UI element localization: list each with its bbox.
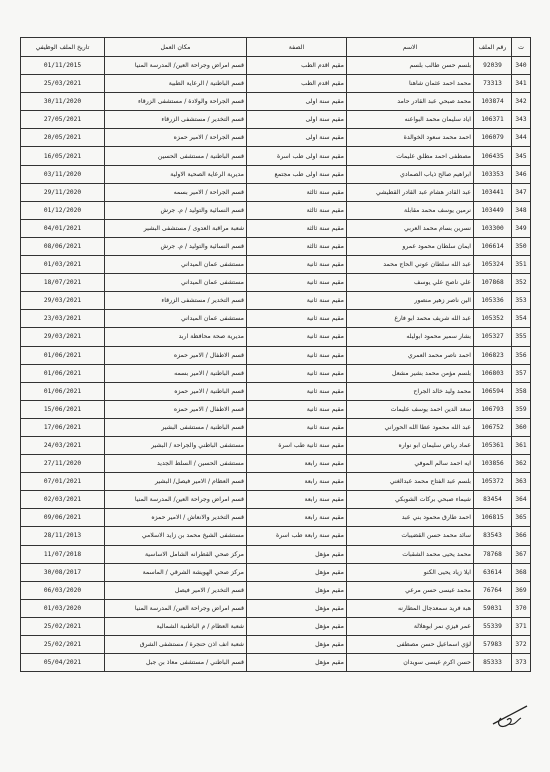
row-file-number: 63614	[474, 563, 512, 581]
table-row	[21, 364, 531, 382]
header-file-number: رقم الملف	[474, 38, 512, 57]
row-name: عبد الله شريف محمد ابو فارع	[347, 310, 474, 328]
row-name: بشار سمير محمود ابوليله	[347, 328, 474, 346]
row-name: احمد ناصر محمد العمري	[347, 346, 474, 364]
row-file-number: 55339	[474, 617, 512, 635]
table-row	[21, 418, 531, 436]
table-row	[21, 617, 531, 635]
row-job-title: مقيم سنة ثانية	[247, 292, 347, 310]
row-date: 17/06/2021	[21, 418, 105, 436]
row-workplace: قسم الباطنية / الرعاية الطبية	[105, 75, 247, 93]
row-seq: 355	[512, 328, 531, 346]
row-seq: 351	[512, 256, 531, 274]
row-file-number: 106614	[474, 237, 512, 255]
row-workplace: قسم التخدير / مستشفى الزرقاء	[105, 111, 247, 129]
row-name: بلسم مؤمن محمد بشير مشعل	[347, 364, 474, 382]
table-row	[21, 599, 531, 617]
row-job-title: مقيم سنة رابعة	[247, 455, 347, 473]
row-seq: 342	[512, 93, 531, 111]
row-workplace: قسم الجراحة / الامير حمزه	[105, 129, 247, 147]
row-workplace: مركز صحي الهويشة الشرقي / الماسمة	[105, 563, 247, 581]
row-file-number: 107868	[474, 274, 512, 292]
header-job-title: الصفة	[247, 38, 347, 57]
row-seq: 371	[512, 617, 531, 635]
table-row	[21, 491, 531, 509]
row-job-title: مقيم مؤهل	[247, 636, 347, 654]
row-job-title: مقيم سنة ثالثة	[247, 201, 347, 219]
row-date: 18/07/2021	[21, 274, 105, 292]
row-workplace: مديرية الرعاية الصحية الاولية	[105, 165, 247, 183]
row-file-number: 106793	[474, 400, 512, 418]
row-file-number: 73313	[474, 75, 512, 93]
row-seq: 362	[512, 455, 531, 473]
row-date: 04/01/2021	[21, 219, 105, 237]
table-row	[21, 563, 531, 581]
row-file-number: 57983	[474, 636, 512, 654]
row-file-number: 106371	[474, 111, 512, 129]
row-job-title: مقيم سنة ثانية	[247, 382, 347, 400]
row-seq: 350	[512, 237, 531, 255]
row-file-number: 103300	[474, 219, 512, 237]
row-file-number: 105361	[474, 436, 512, 454]
row-file-number: 105352	[474, 310, 512, 328]
table-row	[21, 436, 531, 454]
table-row	[21, 274, 531, 292]
row-seq: 360	[512, 418, 531, 436]
row-job-title: مقيم اقدم الطب	[247, 75, 347, 93]
row-job-title: مقيم سنة اولى	[247, 111, 347, 129]
table-row	[21, 256, 531, 274]
table-row	[21, 57, 531, 75]
row-job-title: مقيم مؤهل	[247, 654, 347, 672]
row-seq: 345	[512, 147, 531, 165]
row-file-number: 76764	[474, 581, 512, 599]
row-workplace: شعبة انف اذن حنجرة / مستشفى الشرق	[105, 636, 247, 654]
row-seq: 367	[512, 545, 531, 563]
row-date: 25/02/2021	[21, 636, 105, 654]
row-date: 27/05/2021	[21, 111, 105, 129]
row-name: عبد القادر هشام عبد القادر القطيشي	[347, 183, 474, 201]
table-row	[21, 545, 531, 563]
row-date: 01/11/2015	[21, 57, 105, 75]
row-workplace: قسم الجراحة والولادة / مستشفى الزرقاء	[105, 93, 247, 111]
row-name: سعد الدين احمد يوسف عليمات	[347, 400, 474, 418]
row-seq: 357	[512, 364, 531, 382]
row-job-title: مقيم سنة ثالثة	[247, 219, 347, 237]
row-date: 30/08/2017	[21, 563, 105, 581]
row-workplace: قسم النسائية والتوليد / م. جرش	[105, 237, 247, 255]
row-job-title: مقيم سنة اولى طب مجتمع	[247, 165, 347, 183]
row-file-number: 106079	[474, 129, 512, 147]
row-date: 11/07/2018	[21, 545, 105, 563]
row-name: ايمان سلطان محمود عمرو	[347, 237, 474, 255]
header-date: تاريخ الملف الوظيفي	[21, 38, 105, 57]
header-seq: ت	[512, 38, 531, 57]
table-row	[21, 473, 531, 491]
row-date: 29/03/2021	[21, 328, 105, 346]
row-date: 29/11/2020	[21, 183, 105, 201]
row-workplace: قسم التخدير والانعاش / الامير حمزه	[105, 509, 247, 527]
row-job-title: مقيم سنة ثانية	[247, 418, 347, 436]
row-file-number: 103856	[474, 455, 512, 473]
row-seq: 373	[512, 654, 531, 672]
row-name: نرمين يوسف محمد مقابلة	[347, 201, 474, 219]
row-job-title: مقيم اقدم الطب	[247, 57, 347, 75]
row-job-title: مقيم سنة اولى طب اسرة	[247, 147, 347, 165]
row-date: 06/03/2020	[21, 581, 105, 599]
row-job-title: مقيم مؤهل	[247, 599, 347, 617]
row-seq: 369	[512, 581, 531, 599]
row-date: 15/06/2021	[21, 400, 105, 418]
row-name: سائد محمد حسن القضيبات	[347, 527, 474, 545]
row-file-number: 59031	[474, 599, 512, 617]
table-body	[21, 57, 531, 672]
row-workplace: مستشفى الحسين / السلط الجديد	[105, 455, 247, 473]
row-seq: 365	[512, 509, 531, 527]
table-row	[21, 75, 531, 93]
row-job-title: مقيم سنة اولى	[247, 93, 347, 111]
row-seq: 349	[512, 219, 531, 237]
row-name: عماد رياض سليمان ابو نواره	[347, 436, 474, 454]
table-row	[21, 111, 531, 129]
row-seq: 348	[512, 201, 531, 219]
table-row	[21, 147, 531, 165]
row-file-number: 83454	[474, 491, 512, 509]
row-job-title: مقيم سنة رابعة	[247, 509, 347, 527]
table-row	[21, 527, 531, 545]
row-job-title: مقيم سنة ثانية	[247, 346, 347, 364]
row-seq: 354	[512, 310, 531, 328]
table-header-row	[21, 38, 531, 57]
row-seq: 347	[512, 183, 531, 201]
row-name: احمد محمد سعود الخوالدة	[347, 129, 474, 147]
row-seq: 352	[512, 274, 531, 292]
row-seq: 358	[512, 382, 531, 400]
row-file-number: 105372	[474, 473, 512, 491]
row-workplace: قسم الجراحة / الامير بسمه	[105, 183, 247, 201]
row-name: محمد عيسى حسن مرعي	[347, 581, 474, 599]
row-name: لؤي اسماعيل حسن مصطفى	[347, 636, 474, 654]
row-job-title: مقيم سنة ثانية	[247, 364, 347, 382]
row-seq: 356	[512, 346, 531, 364]
row-workplace: قسم الباطني / مستشفى معاذ بن جبل	[105, 654, 247, 672]
row-job-title: مقيم مؤهل	[247, 545, 347, 563]
row-date: 05/04/2021	[21, 654, 105, 672]
table-row	[21, 581, 531, 599]
row-file-number: 106594	[474, 382, 512, 400]
row-file-number: 106823	[474, 346, 512, 364]
row-seq: 343	[512, 111, 531, 129]
row-workplace: مستشفى الشيخ محمد بن زايد الاسلامي	[105, 527, 247, 545]
row-job-title: مقيم سنة ثانية	[247, 274, 347, 292]
handwritten-signature	[487, 694, 535, 734]
row-date: 01/06/2021	[21, 346, 105, 364]
row-workplace: شعبة مراقبة العدوى / مستشفى البشير	[105, 219, 247, 237]
header-workplace: مكان العمل	[105, 38, 247, 57]
table-row	[21, 455, 531, 473]
row-seq: 361	[512, 436, 531, 454]
row-workplace: مستشفى عمان الميداني	[105, 256, 247, 274]
row-name: بلسم حسن طالب بلسم	[347, 57, 474, 75]
row-date: 29/03/2021	[21, 292, 105, 310]
row-name: محمد صبحي عبد القادر حامد	[347, 93, 474, 111]
row-date: 09/06/2021	[21, 509, 105, 527]
table-row	[21, 183, 531, 201]
row-seq: 364	[512, 491, 531, 509]
row-date: 01/03/2020	[21, 599, 105, 617]
table-row	[21, 346, 531, 364]
row-job-title: مقيم سنة ثالثة	[247, 183, 347, 201]
row-date: 01/12/2020	[21, 201, 105, 219]
table-row	[21, 165, 531, 183]
row-workplace: شعبة العظام / م الباطنية الشمالية	[105, 617, 247, 635]
row-file-number: 103449	[474, 201, 512, 219]
row-workplace: قسم الباطنية / الامير حمزه	[105, 382, 247, 400]
row-date: 01/06/2021	[21, 382, 105, 400]
table-row	[21, 328, 531, 346]
row-name: بلسم عبد الفتاح محمد عبدالغني	[347, 473, 474, 491]
row-name: علي ناصح علي يوسف	[347, 274, 474, 292]
row-name: عمر فيزي نمر ابوهلالة	[347, 617, 474, 635]
row-job-title: مقيم سنة اولى	[247, 129, 347, 147]
row-file-number: 103441	[474, 183, 512, 201]
row-date: 27/11/2020	[21, 455, 105, 473]
row-seq: 346	[512, 165, 531, 183]
row-workplace: مركز صحي القطرانه الشامل الاساسية	[105, 545, 247, 563]
row-date: 03/11/2020	[21, 165, 105, 183]
row-file-number: 106803	[474, 364, 512, 382]
row-name: محمد احمد عثمان شاهنا	[347, 75, 474, 93]
row-workplace: قسم التخدير / مستشفى الزرقاء	[105, 292, 247, 310]
row-workplace: قسم النسائية والتوليد / م. جرش	[105, 201, 247, 219]
row-workplace: مستشفى عمان الميداني	[105, 310, 247, 328]
row-name: ابراهيم صالح ذياب الصمادي	[347, 165, 474, 183]
row-file-number: 92039	[474, 57, 512, 75]
table-row	[21, 400, 531, 418]
row-name: عبد الله سلطان عوني الحاج محمد	[347, 256, 474, 274]
row-seq: 366	[512, 527, 531, 545]
row-name: حسن اكرم عيسى سويدان	[347, 654, 474, 672]
row-file-number: 106752	[474, 418, 512, 436]
row-date: 20/05/2021	[21, 129, 105, 147]
row-job-title: مقيم مؤهل	[247, 617, 347, 635]
row-seq: 363	[512, 473, 531, 491]
table-row	[21, 93, 531, 111]
row-workplace: قسم الباطنية / الامير بسمه	[105, 364, 247, 382]
row-seq: 340	[512, 57, 531, 75]
table-row	[21, 219, 531, 237]
row-name: اياد سليمان محمد البواعنه	[347, 111, 474, 129]
row-file-number: 105324	[474, 256, 512, 274]
table-row	[21, 382, 531, 400]
row-date: 24/03/2021	[21, 436, 105, 454]
row-workplace: قسم الاطفال / الامير حمزه	[105, 400, 247, 418]
row-workplace: قسم الباطنية / مستشفى الحسين	[105, 147, 247, 165]
row-seq: 368	[512, 563, 531, 581]
row-name: شيماء صبحي بركات الشوبكي	[347, 491, 474, 509]
row-file-number: 106815	[474, 509, 512, 527]
row-date: 25/03/2021	[21, 75, 105, 93]
row-name: ايلا زياد يحيى الكنو	[347, 563, 474, 581]
row-date: 16/05/2021	[21, 147, 105, 165]
row-seq: 353	[512, 292, 531, 310]
table-row	[21, 636, 531, 654]
row-seq: 370	[512, 599, 531, 617]
row-seq: 372	[512, 636, 531, 654]
row-name: محمد وليد خالد الجراح	[347, 382, 474, 400]
row-name: ايه احمد سالم الموفي	[347, 455, 474, 473]
row-file-number: 85333	[474, 654, 512, 672]
table-row	[21, 509, 531, 527]
row-workplace: قسم الاطفال / الامير حمزه	[105, 346, 247, 364]
row-job-title: مقيم مؤهل	[247, 563, 347, 581]
table-row	[21, 237, 531, 255]
row-job-title: مقيم سنة ثانية	[247, 328, 347, 346]
row-job-title: مقيم مؤهل	[247, 581, 347, 599]
row-workplace: قسم امراض وجراحة العين/ المدرسة المنيا	[105, 491, 247, 509]
row-file-number: 105327	[474, 328, 512, 346]
row-file-number: 78768	[474, 545, 512, 563]
row-date: 07/01/2021	[21, 473, 105, 491]
staff-table	[20, 37, 531, 672]
row-workplace: قسم الباطنية / مستشفى البشير	[105, 418, 247, 436]
row-date: 23/03/2021	[21, 310, 105, 328]
row-job-title: مقيم سنة ثانية	[247, 400, 347, 418]
row-date: 30/11/2020	[21, 93, 105, 111]
row-name: الين ناصر زهير منصور	[347, 292, 474, 310]
row-date: 01/06/2021	[21, 364, 105, 382]
row-seq: 341	[512, 75, 531, 93]
row-file-number: 106435	[474, 147, 512, 165]
row-job-title: مقيم سنة رابعة طب اسرة	[247, 527, 347, 545]
row-file-number: 103874	[474, 93, 512, 111]
header-name: الاسم	[347, 38, 474, 57]
row-name: نسرين بسام محمد العربي	[347, 219, 474, 237]
row-job-title: مقيم سنة ثانية	[247, 256, 347, 274]
row-date: 28/11/2013	[21, 527, 105, 545]
row-workplace: مستشفى الباطني والجراحة / البشير	[105, 436, 247, 454]
row-job-title: مقيم سنة رابعة	[247, 491, 347, 509]
row-date: 01/03/2021	[21, 256, 105, 274]
table-row	[21, 654, 531, 672]
table-row	[21, 129, 531, 147]
row-name: احمد طارق محمود بني عبد	[347, 509, 474, 527]
row-seq: 359	[512, 400, 531, 418]
row-job-title: مقيم سنة ثانية	[247, 310, 347, 328]
row-seq: 344	[512, 129, 531, 147]
row-workplace: قسم التخدير / الامير فيصل	[105, 581, 247, 599]
row-date: 25/02/2021	[21, 617, 105, 635]
row-file-number: 103353	[474, 165, 512, 183]
row-date: 08/06/2021	[21, 237, 105, 255]
table-row	[21, 292, 531, 310]
row-workplace: قسم امراض وجراحة العين/ المدرسة المنيا	[105, 599, 247, 617]
row-job-title: مقيم سنة ثالثة	[247, 237, 347, 255]
row-workplace: قسم العظام / الامير فيصل/ البشير	[105, 473, 247, 491]
row-job-title: مقيم سنة رابعة	[247, 473, 347, 491]
table-row	[21, 310, 531, 328]
row-job-title: مقيم سنة ثانية طب اسرة	[247, 436, 347, 454]
row-name: محمد يحيى محمد الشقبات	[347, 545, 474, 563]
row-file-number: 105336	[474, 292, 512, 310]
row-date: 02/03/2021	[21, 491, 105, 509]
row-name: مصطفى احمد مطلق عليمات	[347, 147, 474, 165]
table-row	[21, 201, 531, 219]
row-file-number: 83543	[474, 527, 512, 545]
row-workplace: مديرية صحة محافظة اربد	[105, 328, 247, 346]
row-name: هبة فريد سمعدجال المطارنه	[347, 599, 474, 617]
row-name: عبد الله محمود عطا الله الحوراني	[347, 418, 474, 436]
row-workplace: قسم امراض وجراحة العين/ المدرسة المنيا	[105, 57, 247, 75]
row-workplace: مستشفى عمان الميداني	[105, 274, 247, 292]
